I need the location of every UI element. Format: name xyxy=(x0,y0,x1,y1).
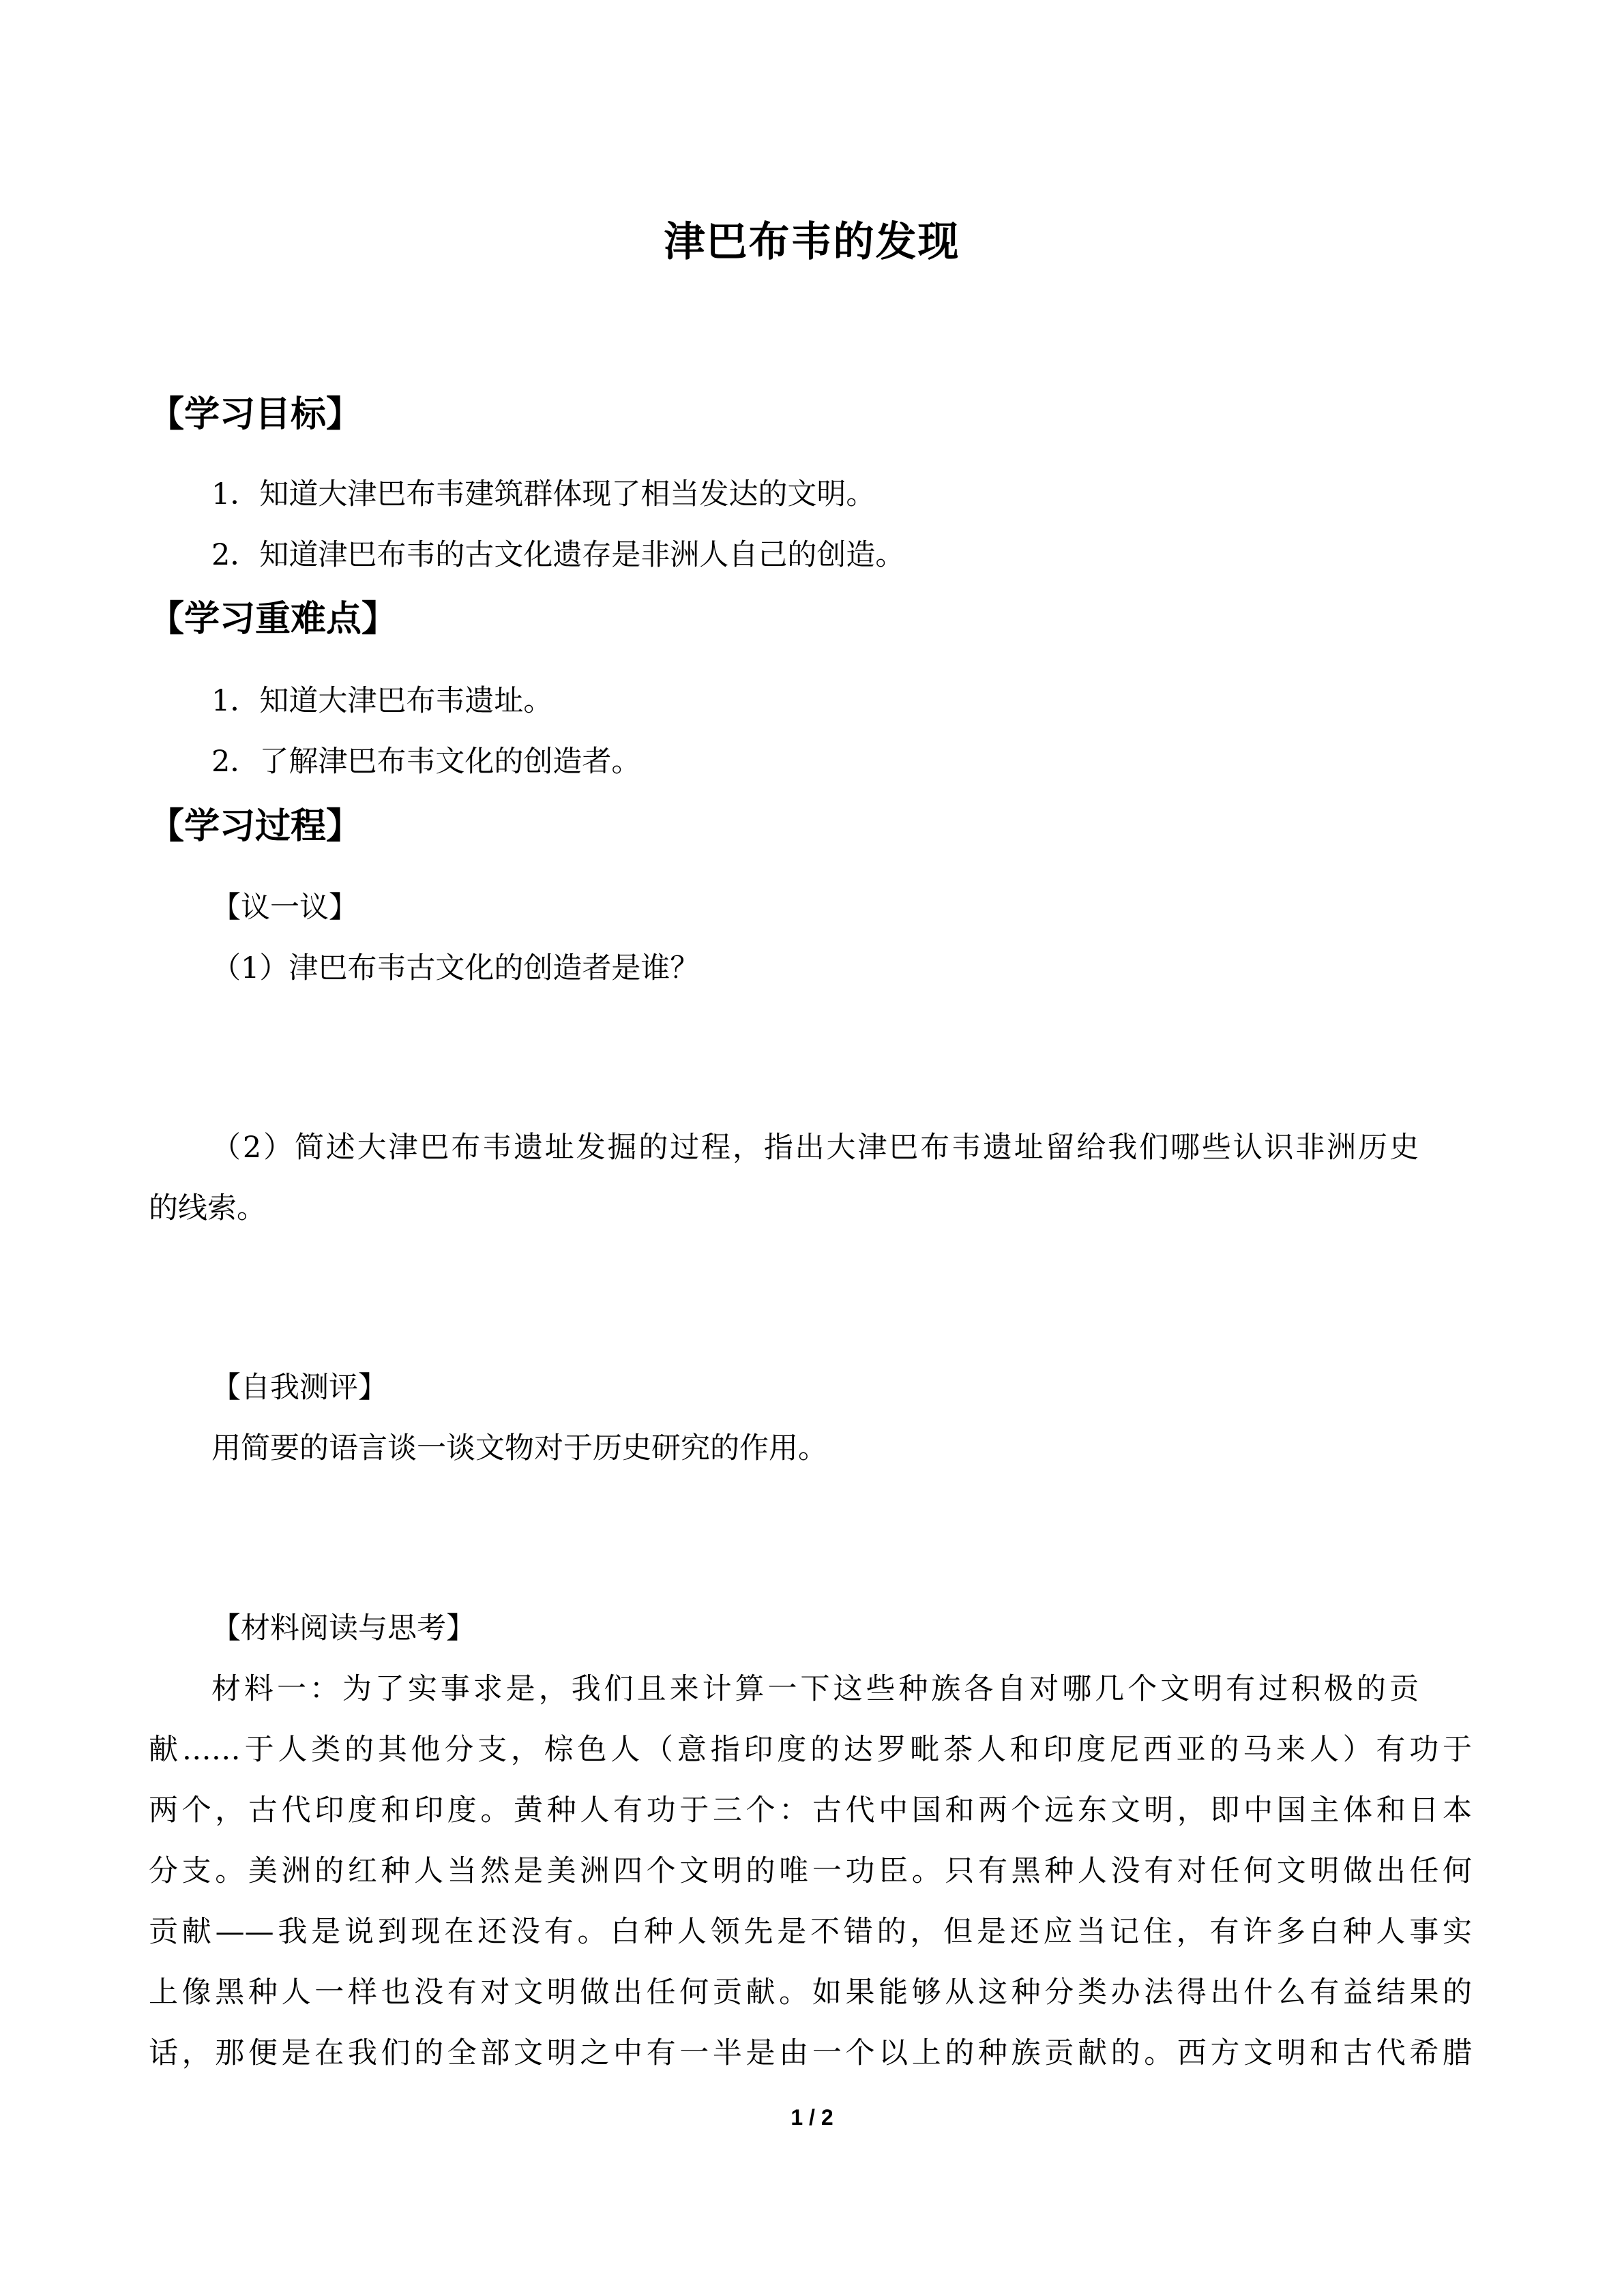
key-point-item-2: 2．了解津巴布韦文化的创造者。 xyxy=(211,745,641,779)
reading-line-3: 两个，古代印度和印度。黄种人有功于三个：古代中国和两个远东文明，即中国主体和日本 xyxy=(149,1793,1472,1828)
discuss-question-2-line-2: 的线索。 xyxy=(149,1191,266,1225)
reading-line-7: 话，那便是在我们的全部文明之中有一半是由一个以上的种族贡献的。西方文明和古代希腊 xyxy=(149,2036,1472,2070)
discuss-label: 【议一议】 xyxy=(211,891,358,925)
self-test-prompt: 用简要的语言谈一谈文物对于历史研究的作用。 xyxy=(211,1431,827,1465)
document-title: 津巴布韦的发现 xyxy=(664,218,960,266)
reading-line-4: 分支。美洲的红种人当然是美洲四个文明的唯一功臣。只有黑种人没有对任何文明做出任何 xyxy=(149,1854,1472,1888)
self-test-label: 【自我测评】 xyxy=(211,1371,387,1405)
reading-line-6: 上像黑种人一样也没有对文明做出任何贡献。如果能够从这种分类办法得出什么有益结果的 xyxy=(149,1976,1472,2010)
key-point-item-1: 1．知道大津巴布韦遗址。 xyxy=(211,684,553,718)
page-number: 1 / 2 xyxy=(791,2105,833,2130)
discuss-question-1: （1）津巴布韦古文化的创造者是谁？ xyxy=(211,951,700,985)
reading-line-2: 献……于人类的其他分支，棕色人（意指印度的达罗毗茶人和印度尼西亚的马来人）有功于 xyxy=(149,1733,1472,1767)
section-heading-objectives: 【学习目标】 xyxy=(149,393,362,435)
discuss-question-2-line-1: （2）简述大津巴布韦遗址发掘的过程，指出大津巴布韦遗址留给我们哪些认识非洲历史 xyxy=(211,1131,1419,1165)
objective-item-2: 2．知道津巴布韦的古文化遗存是非洲人自己的创造。 xyxy=(211,538,905,572)
section-heading-process: 【学习过程】 xyxy=(149,805,362,847)
reading-line-5: 贡献——我是说到现在还没有。白种人领先是不错的，但是还应当记住，有许多白种人事实 xyxy=(149,1915,1472,1949)
objective-item-1: 1．知道大津巴布韦建筑群体现了相当发达的文明。 xyxy=(211,477,876,511)
reading-line-1: 材料一：为了实事求是，我们且来计算一下这些种族各自对哪几个文明有过积极的贡 xyxy=(211,1672,1419,1706)
section-heading-key-points: 【学习重难点】 xyxy=(149,598,398,640)
reading-label: 【材料阅读与思考】 xyxy=(211,1611,475,1645)
